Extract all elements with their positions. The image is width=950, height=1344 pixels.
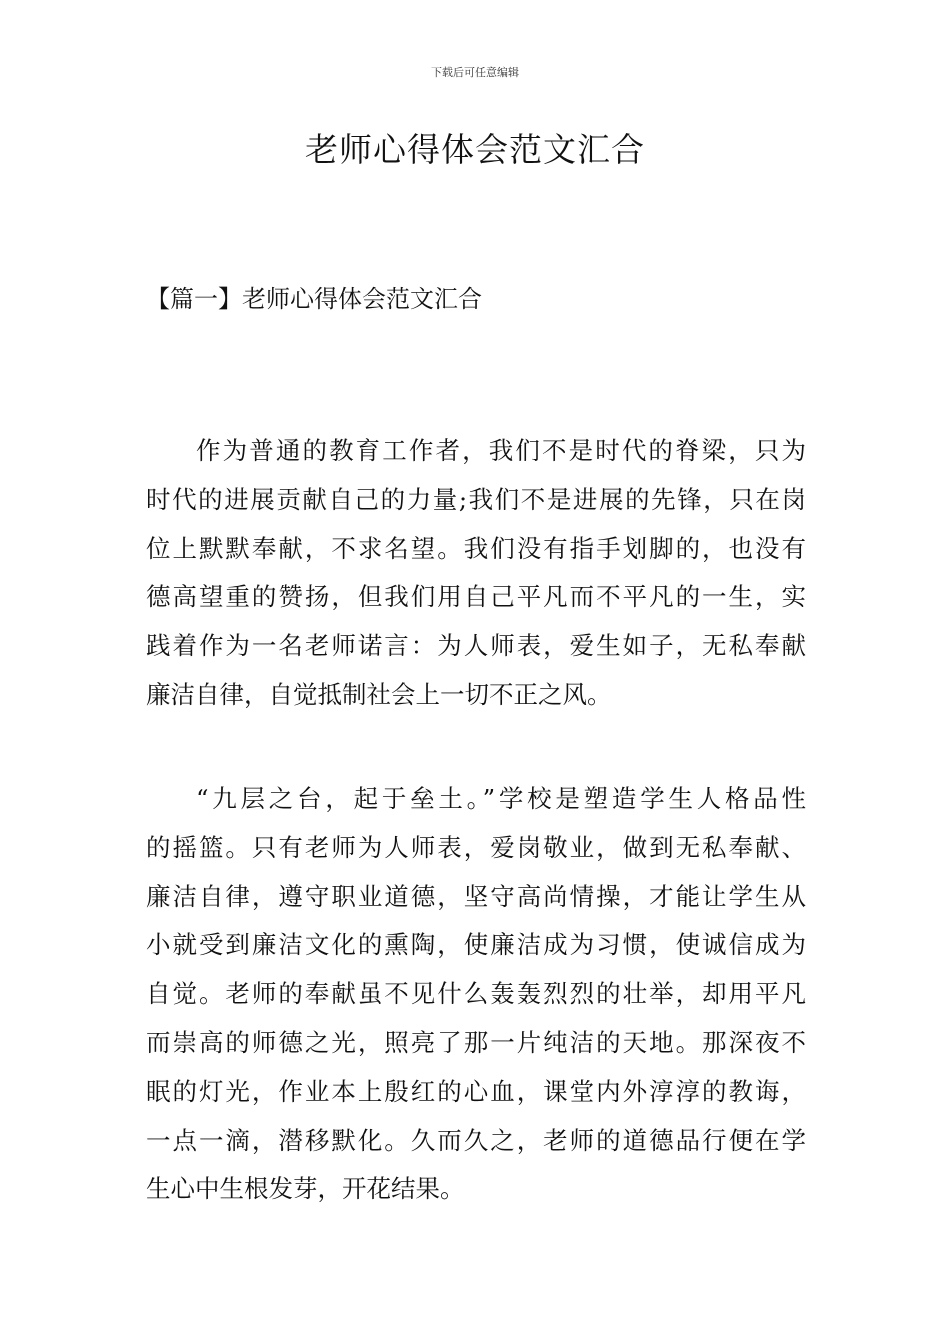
paragraph-line: 位上默默奉献，不求名望。我们没有指手划脚的，也没有 bbox=[146, 533, 806, 563]
paragraph-line: 而崇高的师德之光，照亮了那一片纯洁的天地。那深夜不 bbox=[146, 1027, 806, 1057]
paragraph-line: “九层之台，起于垒土。”学校是塑造学生人格品性 bbox=[196, 784, 806, 813]
paragraph-2 bbox=[146, 775, 806, 1214]
paragraph-line: 小就受到廉洁文化的熏陶，使廉洁成为习惯，使诚信成为 bbox=[146, 930, 806, 960]
paragraph-line: 践着作为一名老师诺言：为人师表，爱生如子，无私奉献 bbox=[146, 631, 806, 661]
paragraph-line: 作为普通的教育工作者，我们不是时代的脊梁，只为 bbox=[196, 436, 806, 465]
paragraph-line: 廉洁自律，遵守职业道德，坚守高尚情操，才能让学生从 bbox=[146, 881, 806, 911]
paragraph-line: 时代的进展贡献自己的力量;我们不是进展的先锋，只在岗 bbox=[146, 484, 806, 514]
paragraph-line: 自觉。老师的奉献虽不见什么轰轰烈烈的壮举，却用平凡 bbox=[146, 979, 806, 1009]
paragraph-line: 一点一滴，潜移默化。久而久之，老师的道德品行便在学 bbox=[146, 1125, 806, 1155]
section-heading: 【篇一】老师心得体会范文汇合 bbox=[146, 285, 482, 313]
paragraph-line: 眠的灯光，作业本上殷红的心血，课堂内外淳淳的教诲， bbox=[146, 1076, 806, 1106]
paragraph-line: 廉洁自律，自觉抵制社会上一切不正之风。 bbox=[146, 679, 612, 709]
paragraph-1 bbox=[146, 427, 806, 720]
paragraph-line: 的摇篮。只有老师为人师表，爱岗敬业，做到无私奉献、 bbox=[146, 832, 806, 862]
header-note: 下载后可任意编辑 bbox=[431, 66, 519, 79]
paragraph-line: 生心中生根发芽，开花结果。 bbox=[146, 1174, 465, 1204]
paragraph-line: 德高望重的赞扬，但我们用自己平凡而不平凡的一生，实 bbox=[146, 582, 806, 612]
document-title: 老师心得体会范文汇合 bbox=[305, 130, 645, 169]
